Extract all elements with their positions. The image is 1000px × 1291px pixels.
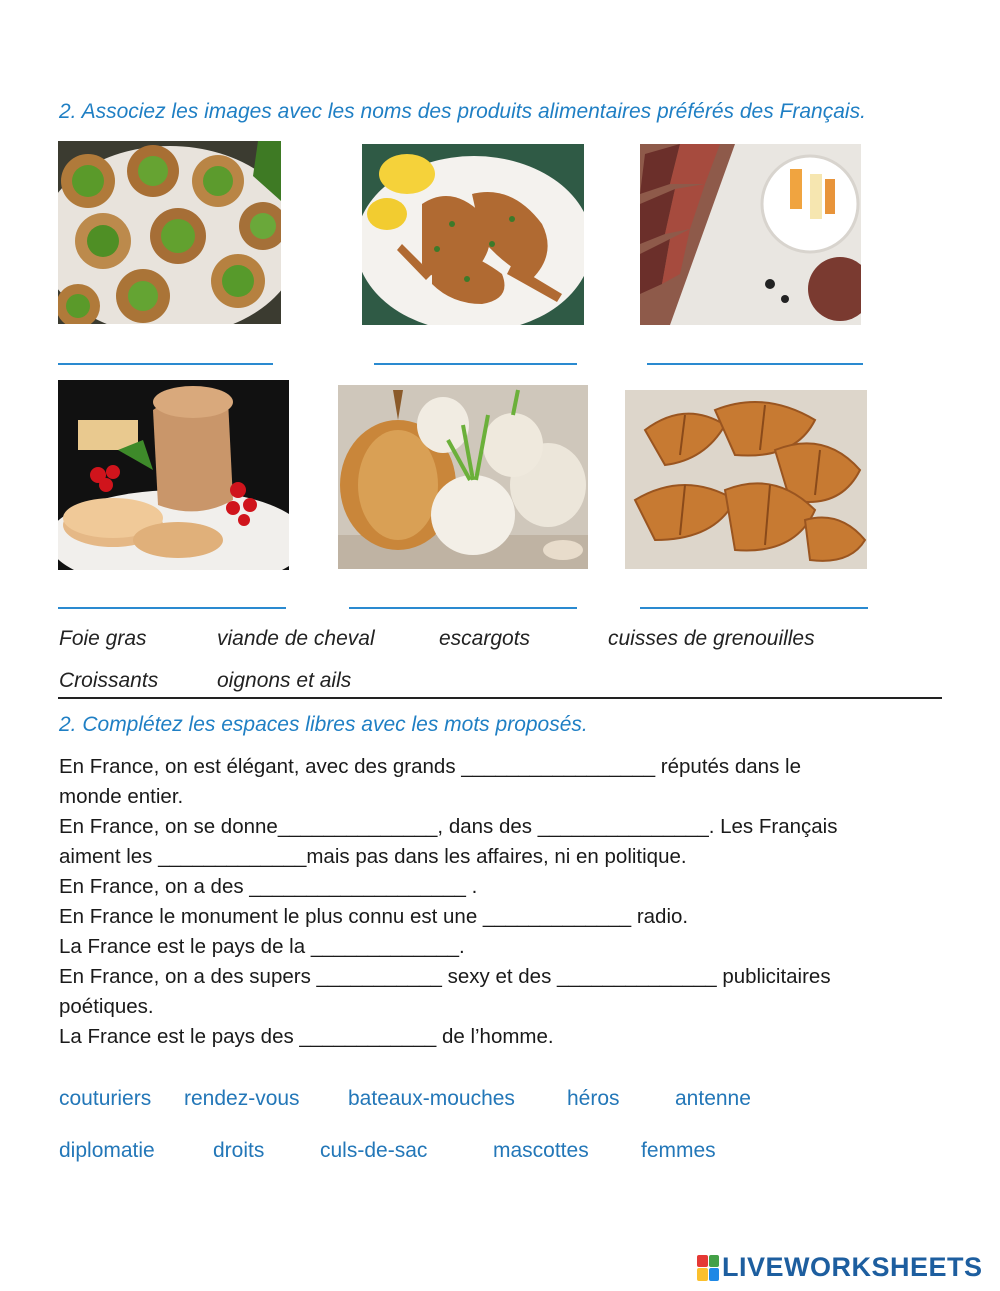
logo-square-red bbox=[697, 1255, 708, 1268]
word-bank-item: culs-de-sac bbox=[320, 1139, 428, 1162]
logo-square-yellow bbox=[697, 1268, 708, 1281]
snails-dish-image bbox=[58, 141, 281, 324]
section-divider bbox=[58, 697, 942, 699]
frog-legs-photo bbox=[362, 144, 584, 325]
foie-gras-image bbox=[58, 380, 289, 570]
word-bank-item: couturiers bbox=[59, 1087, 152, 1110]
text-line: En France, on a des supers ___________ sexy et des ______________ publicitaires bbox=[59, 965, 831, 988]
answer-blank-5[interactable] bbox=[349, 607, 577, 609]
sliced-meat-image bbox=[640, 144, 861, 325]
answer-blank-1[interactable] bbox=[58, 363, 273, 365]
onion-garlic-image bbox=[338, 385, 588, 569]
croissants-photo bbox=[625, 390, 867, 569]
text-line: La France est le pays de la _____________. bbox=[59, 935, 465, 958]
word-option: escargots bbox=[439, 627, 531, 650]
word-option: cuisses de grenouilles bbox=[608, 627, 815, 650]
answer-blank-4[interactable] bbox=[58, 607, 286, 609]
logo-icon bbox=[697, 1255, 719, 1281]
croissants-image bbox=[625, 390, 867, 569]
text-line: En France, on est élégant, avec des grands _________________ réputés dans le bbox=[59, 755, 801, 778]
word-option: viande de cheval bbox=[217, 627, 375, 650]
text-line: monde entier. bbox=[59, 785, 184, 808]
word-bank-item: droits bbox=[213, 1139, 265, 1162]
escargots-photo bbox=[58, 141, 281, 324]
word-bank-item: antenne bbox=[675, 1087, 751, 1110]
logo-text: LIVEWORKSHEETS bbox=[722, 1252, 983, 1282]
answer-blank-2[interactable] bbox=[374, 363, 577, 365]
text-line: La France est le pays des ____________ de l’homme. bbox=[59, 1025, 554, 1048]
word-bank-item: rendez-vous bbox=[184, 1087, 300, 1110]
foie-gras-photo bbox=[58, 380, 289, 570]
word-bank-item: diplomatie bbox=[59, 1139, 155, 1162]
horse-meat-photo bbox=[640, 144, 861, 325]
word-bank-item: bateaux-mouches bbox=[348, 1087, 515, 1110]
text-line: aiment les _____________mais pas dans les affaires, ni en politique. bbox=[59, 845, 687, 868]
word-option: Foie gras bbox=[59, 627, 147, 650]
text-line: En France, on a des ___________________ . bbox=[59, 875, 478, 898]
word-bank-item: héros bbox=[567, 1087, 620, 1110]
logo-square-green bbox=[709, 1255, 720, 1268]
answer-blank-3[interactable] bbox=[647, 363, 863, 365]
logo-square-blue bbox=[709, 1268, 720, 1281]
word-bank-item: femmes bbox=[641, 1139, 716, 1162]
word-option: Croissants bbox=[59, 669, 159, 692]
liveworksheets-logo bbox=[697, 1252, 983, 1283]
word-option: oignons et ails bbox=[217, 669, 352, 692]
exercise2-title: 2. Complétez les espaces libres avec les mots proposés. bbox=[59, 713, 588, 736]
text-line: En France le monument le plus connu est une _____________ radio. bbox=[59, 905, 689, 928]
text-line: En France, on se donne______________, dans des _______________. Les Français bbox=[59, 815, 838, 838]
answer-blank-6[interactable] bbox=[640, 607, 868, 609]
exercise1-title: 2. Associez les images avec les noms des produits alimentaires préférés des Français. bbox=[59, 100, 866, 123]
frog-legs-dish-image bbox=[362, 144, 584, 325]
onions-garlic-photo bbox=[338, 385, 588, 569]
text-line: poétiques. bbox=[59, 995, 154, 1018]
word-bank-item: mascottes bbox=[493, 1139, 589, 1162]
